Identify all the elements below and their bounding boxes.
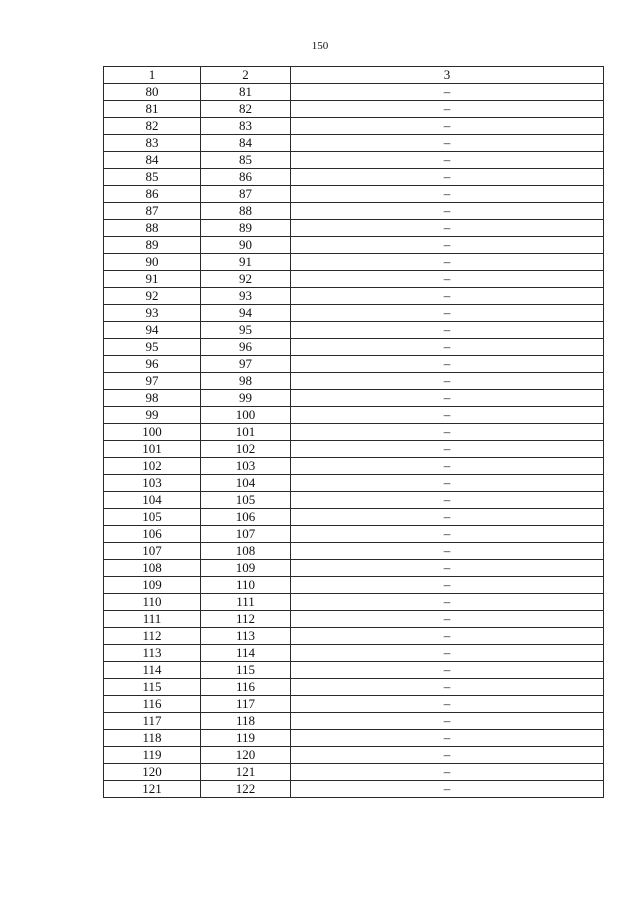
table-row [104,203,604,220]
table-cell-col-2: 86 [201,169,291,186]
table-cell-col-3: – [291,492,604,509]
table-row [104,458,604,475]
table-cell-col-3: – [291,220,604,237]
table-cell-col-3: – [291,135,604,152]
table-row [104,186,604,203]
table-cell-col-2: 105 [201,492,291,509]
table-cell-col-1: 85 [104,169,201,186]
table-cell-col-3: – [291,407,604,424]
table-row [104,84,604,101]
table-cell-col-2: 100 [201,407,291,424]
table-cell-col-1: 106 [104,526,201,543]
table-cell-col-2: 99 [201,390,291,407]
table-cell-col-3: – [291,526,604,543]
table-cell-col-1: 116 [104,696,201,713]
table-cell-col-1: 105 [104,509,201,526]
table-cell-col-3: – [291,730,604,747]
table-cell-col-2: 106 [201,509,291,526]
table-cell-col-1: 111 [104,611,201,628]
table-cell-col-2: 87 [201,186,291,203]
table-cell-col-2: 103 [201,458,291,475]
table-cell-col-2: 90 [201,237,291,254]
table-cell-col-2: 89 [201,220,291,237]
table-row [104,271,604,288]
table-row [104,645,604,662]
table-row [104,764,604,781]
table-cell-col-1: 82 [104,118,201,135]
table-cell-col-3: – [291,203,604,220]
table-cell-col-2: 110 [201,577,291,594]
table-row [104,747,604,764]
table-cell-col-3: – [291,373,604,390]
table-row [104,781,604,798]
table-cell-col-2: 95 [201,322,291,339]
table-cell-col-1: 108 [104,560,201,577]
table-cell-col-3: – [291,390,604,407]
table-row [104,713,604,730]
table-cell-col-1: 103 [104,475,201,492]
table-cell-col-2: 108 [201,543,291,560]
table-cell-col-1: 119 [104,747,201,764]
table-cell-col-1: 115 [104,679,201,696]
table-cell-col-3: – [291,339,604,356]
table-cell-col-2: 113 [201,628,291,645]
table-cell-col-3: – [291,645,604,662]
column-header-1: 1 [104,67,201,84]
table-cell-col-1: 102 [104,458,201,475]
table-cell-col-1: 97 [104,373,201,390]
table-row [104,305,604,322]
table-cell-col-3: – [291,424,604,441]
table-row [104,288,604,305]
table-cell-col-1: 114 [104,662,201,679]
table-cell-col-2: 93 [201,288,291,305]
table-cell-col-3: – [291,577,604,594]
table-cell-col-3: – [291,747,604,764]
header-row [104,67,604,84]
table-cell-col-1: 113 [104,645,201,662]
table-cell-col-2: 109 [201,560,291,577]
table-cell-col-3: – [291,84,604,101]
table-cell-col-1: 88 [104,220,201,237]
table-cell-col-3: – [291,628,604,645]
table-cell-col-3: – [291,781,604,798]
table-cell-col-3: – [291,696,604,713]
table-row [104,509,604,526]
table-cell-col-1: 121 [104,781,201,798]
table-row [104,611,604,628]
table-cell-col-1: 104 [104,492,201,509]
table-row [104,152,604,169]
table-cell-col-2: 120 [201,747,291,764]
table-cell-col-2: 94 [201,305,291,322]
table-cell-col-3: – [291,118,604,135]
table-row [104,407,604,424]
table-row [104,679,604,696]
table-cell-col-3: – [291,441,604,458]
table-cell-col-1: 95 [104,339,201,356]
table-row [104,339,604,356]
table-row [104,526,604,543]
table-cell-col-3: – [291,509,604,526]
table-row [104,441,604,458]
table-cell-col-1: 100 [104,424,201,441]
table-cell-col-2: 107 [201,526,291,543]
table-cell-col-2: 96 [201,339,291,356]
table-cell-col-1: 112 [104,628,201,645]
table-cell-col-1: 96 [104,356,201,373]
table-cell-col-1: 86 [104,186,201,203]
table-cell-col-3: – [291,254,604,271]
table-cell-col-2: 101 [201,424,291,441]
table-row [104,696,604,713]
table-cell-col-1: 118 [104,730,201,747]
table-cell-col-1: 91 [104,271,201,288]
table-row [104,730,604,747]
table-cell-col-2: 98 [201,373,291,390]
table-cell-col-2: 85 [201,152,291,169]
table-cell-col-2: 81 [201,84,291,101]
table-cell-col-1: 94 [104,322,201,339]
table-cell-col-1: 109 [104,577,201,594]
page-number: 150 [311,40,329,52]
table-cell-col-3: – [291,543,604,560]
table-cell-col-2: 115 [201,662,291,679]
table-cell-col-3: – [291,458,604,475]
table-row [104,356,604,373]
table-cell-col-1: 84 [104,152,201,169]
data-table [103,66,604,798]
table-cell-col-2: 122 [201,781,291,798]
table-cell-col-2: 82 [201,101,291,118]
table-row [104,475,604,492]
table-cell-col-1: 83 [104,135,201,152]
table-cell-col-1: 110 [104,594,201,611]
table-cell-col-3: – [291,237,604,254]
table-cell-col-2: 92 [201,271,291,288]
table-cell-col-1: 89 [104,237,201,254]
table-cell-col-3: – [291,611,604,628]
table-row [104,254,604,271]
table-cell-col-1: 92 [104,288,201,305]
table-cell-col-2: 118 [201,713,291,730]
table-cell-col-2: 119 [201,730,291,747]
table-cell-col-2: 114 [201,645,291,662]
table-cell-col-1: 93 [104,305,201,322]
table-header [104,67,604,84]
table-cell-col-3: – [291,662,604,679]
table-row [104,543,604,560]
table-cell-col-1: 90 [104,254,201,271]
table-row [104,390,604,407]
table-cell-col-2: 91 [201,254,291,271]
table-cell-col-3: – [291,594,604,611]
table-cell-col-2: 102 [201,441,291,458]
table-row [104,424,604,441]
table-cell-col-2: 104 [201,475,291,492]
table-row [104,628,604,645]
table-cell-col-1: 101 [104,441,201,458]
table-cell-col-2: 117 [201,696,291,713]
table-row [104,662,604,679]
table-cell-col-2: 84 [201,135,291,152]
table-cell-col-3: – [291,101,604,118]
table-body [104,84,604,798]
table-cell-col-3: – [291,322,604,339]
table-row [104,220,604,237]
table-row [104,577,604,594]
column-header-2: 2 [201,67,291,84]
table-cell-col-2: 116 [201,679,291,696]
table-row [104,560,604,577]
table-cell-col-3: – [291,288,604,305]
table-row [104,322,604,339]
table-cell-col-3: – [291,169,604,186]
table-cell-col-3: – [291,186,604,203]
table-row [104,594,604,611]
table-row [104,373,604,390]
table-cell-col-2: 111 [201,594,291,611]
table-cell-col-1: 99 [104,407,201,424]
table-cell-col-1: 120 [104,764,201,781]
table-cell-col-1: 81 [104,101,201,118]
table-cell-col-3: – [291,152,604,169]
table-row [104,169,604,186]
table-cell-col-2: 112 [201,611,291,628]
table-row [104,135,604,152]
table-cell-col-3: – [291,713,604,730]
table-cell-col-1: 80 [104,84,201,101]
table-cell-col-3: – [291,475,604,492]
table-cell-col-2: 88 [201,203,291,220]
table-cell-col-2: 121 [201,764,291,781]
table-cell-col-1: 87 [104,203,201,220]
table-cell-col-1: 107 [104,543,201,560]
table-cell-col-2: 83 [201,118,291,135]
table-cell-col-1: 98 [104,390,201,407]
column-header-3: 3 [291,67,604,84]
table-row [104,101,604,118]
table-cell-col-3: – [291,679,604,696]
table-cell-col-3: – [291,305,604,322]
table-cell-col-1: 117 [104,713,201,730]
table-cell-col-2: 97 [201,356,291,373]
table-cell-col-3: – [291,560,604,577]
table-cell-col-3: – [291,271,604,288]
table-row [104,237,604,254]
table-cell-col-3: – [291,356,604,373]
table-row [104,118,604,135]
table-row [104,492,604,509]
table-cell-col-3: – [291,764,604,781]
